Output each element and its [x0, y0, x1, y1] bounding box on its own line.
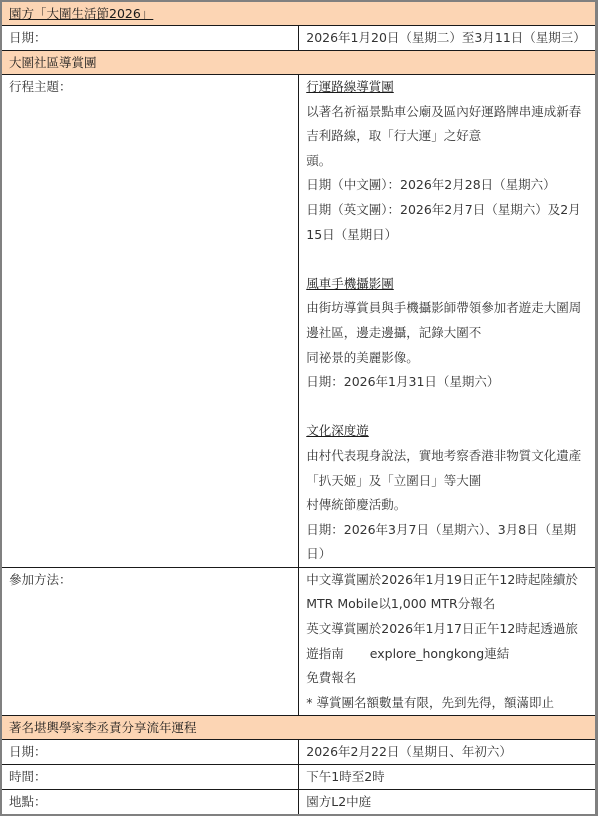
tour-itinerary — [299, 75, 597, 568]
tour-item-desc: 同祕景的美麗影像。 — [306, 349, 419, 365]
talk-time-row — [1, 765, 597, 790]
talk-location-value: 園方L2中庭 — [299, 790, 597, 816]
tour-item-desc: 由街坊導賞員與手機攝影師帶領參加者遊走大圍周邊社區，邊走邊攝，記錄大圍不 — [306, 300, 582, 340]
tour-item-date: 日期（中文團）：2026年2月28日（星期六） — [306, 177, 556, 193]
talk-location-row — [1, 790, 597, 816]
talk-date-label: 日期： — [1, 740, 299, 765]
participate-chinese-tour: 中文導賞團於2026年1月19日正午12時起陸續於MTR Mobile以1,000 MTR分報名 — [306, 571, 578, 612]
talk-date-row — [1, 740, 597, 765]
tour-item-title: 風車手機攝影團 — [306, 275, 394, 291]
event-date-row — [1, 26, 597, 51]
tour-item-desc: 由村代表現身說法，實地考察香港非物質文化遺產「扒天姬」及「立圍日」等大圍 — [306, 447, 582, 488]
participate-label: 參加方法： — [1, 567, 299, 716]
tour-item-desc: 頭。 — [306, 152, 332, 168]
event-title — [1, 1, 597, 26]
talk-date-value: 2026年2月22日（星期日、年初六） — [299, 740, 597, 765]
tour-item-title: 文化深度遊 — [306, 423, 369, 439]
participate-english-tour — [306, 617, 588, 666]
talk-section-header: 著名堪輿學家李丞責分享流年運程 — [1, 716, 597, 740]
event-date-label: 日期： — [1, 26, 299, 51]
participate-english-tour-text: 英文導賞團於2026年1月17日正午12時起透過旅遊指南 — [306, 621, 578, 661]
event-date-value: 2026年1月20日（星期二）至3月11日（星期三） — [299, 26, 597, 51]
tour-item-desc: 以著名祈福景點車公廟及區內好運路牌串連成新春吉利路線，取「行大運」之好意 — [306, 103, 582, 144]
tour-section-header: 大圍社區導賞團 — [1, 51, 597, 75]
tour-theme-row — [1, 75, 597, 568]
tour-item-title: 行運路線導賞團 — [306, 79, 394, 94]
talk-location-label: 地點： — [1, 790, 299, 816]
event-title-row — [1, 1, 597, 26]
talk-time-label: 時間： — [1, 765, 299, 790]
participate-details — [299, 567, 597, 716]
tour-item-date: 日期：2026年3月7日（星期六）、3月8日（星期日） — [306, 521, 577, 562]
tour-theme-label: 行程主題： — [1, 75, 299, 568]
participate-note: * 導賞團名額數量有限，先到先得，額滿即止 — [306, 694, 554, 710]
talk-section-header-row — [1, 716, 597, 740]
tour-item-desc: 村傳統節慶活動。 — [306, 497, 407, 513]
participate-free-registration: 免費報名 — [306, 670, 357, 686]
spacer — [306, 395, 588, 420]
tour-item-date: 日期：2026年1月31日（星期六） — [306, 374, 500, 390]
participate-row — [1, 567, 597, 716]
tour-section-header-row — [1, 51, 597, 75]
tour-item-date: 日期（英文團）：2026年2月7日（星期六）及2月15日（星期日） — [306, 201, 581, 242]
talk-time-value: 下午1時至2時 — [299, 765, 597, 790]
explore-hongkong-link[interactable]: explore_hongkong連結 — [369, 645, 510, 661]
event-title-text: 園方「大圍生活節2026」 — [9, 6, 154, 21]
spacer — [306, 247, 588, 272]
